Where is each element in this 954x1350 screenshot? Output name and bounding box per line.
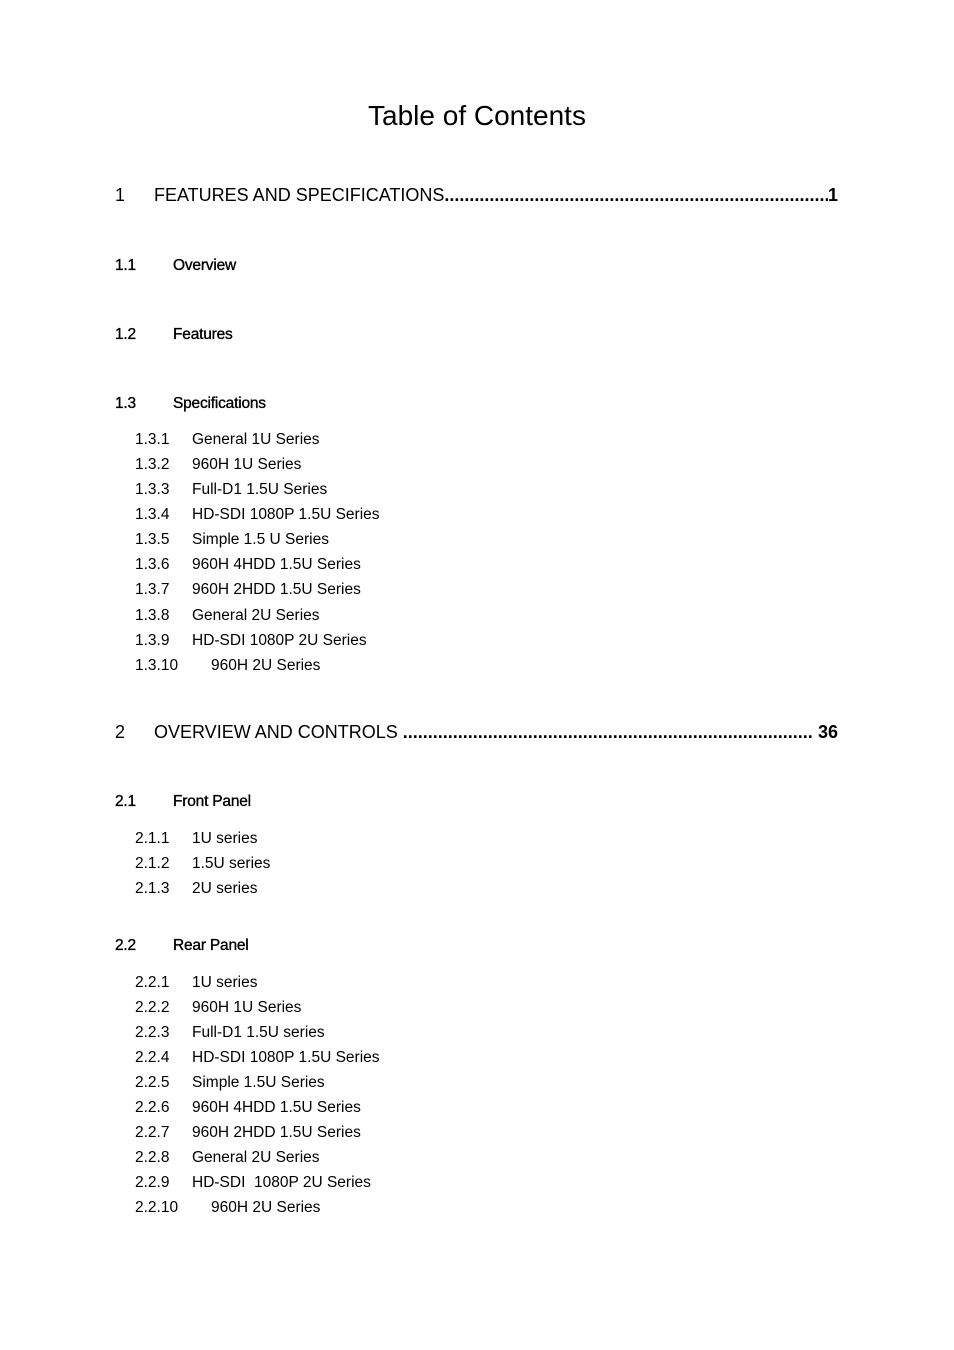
toc-subsection[interactable] [135, 657, 320, 675]
toc-subsection[interactable] [135, 999, 301, 1017]
toc-subsection[interactable] [135, 456, 301, 474]
toc-subsection[interactable] [135, 830, 257, 848]
leader-dots [403, 722, 814, 743]
subsection-title: 1U series [192, 974, 258, 991]
subsection-number: 1.3.4 [135, 506, 170, 523]
section-title: Rear Panel [173, 937, 249, 954]
toc-subsection[interactable] [135, 1049, 380, 1067]
subsection-number: 2.2.1 [135, 974, 170, 991]
subsection-number: 1.3.2 [135, 456, 170, 473]
chapter-title: FEATURES AND SPECIFICATIONS [154, 185, 445, 205]
subsection-number: 2.2.7 [135, 1124, 170, 1141]
subsection-number: 2.2.9 [135, 1174, 170, 1191]
toc-section-1-1[interactable] [115, 257, 236, 275]
subsection-title: 960H 2HDD 1.5U Series [192, 581, 361, 598]
toc-subsection[interactable] [135, 531, 329, 549]
subsection-title: HD-SDI 1080P 2U Series [192, 1174, 371, 1191]
toc-subsection[interactable] [135, 880, 257, 898]
subsection-title: Full-D1 1.5U Series [192, 481, 328, 498]
toc-subsection[interactable] [135, 481, 327, 499]
subsection-title: Simple 1.5U Series [192, 1074, 325, 1091]
subsection-title: 960H 4HDD 1.5U Series [192, 1099, 361, 1116]
section-title: Front Panel [173, 793, 251, 810]
toc-section-1-2[interactable] [115, 326, 233, 344]
toc-subsection[interactable] [135, 632, 367, 650]
subsection-number: 2.2.6 [135, 1099, 170, 1116]
toc-chapter-1[interactable] [115, 185, 838, 206]
subsection-title: 2U series [192, 880, 258, 897]
chapter-number: 1 [115, 185, 126, 205]
subsection-number: 2.2.10 [135, 1199, 179, 1216]
toc-subsection[interactable] [135, 431, 320, 449]
toc-subsection[interactable] [135, 506, 380, 524]
subsection-title: General 1U Series [192, 431, 320, 448]
subsection-number: 2.2.4 [135, 1049, 170, 1066]
subsection-title: HD-SDI 1080P 1.5U Series [192, 506, 380, 523]
leader-dots [444, 185, 828, 206]
toc-subsection[interactable] [135, 1099, 361, 1117]
chapter-title: OVERVIEW AND CONTROLS [154, 722, 398, 742]
section-title: Specifications [173, 395, 266, 412]
subsection-number: 1.3.6 [135, 556, 170, 573]
chapter-page-number: 1 [827, 185, 838, 205]
subsection-number: 1.3.3 [135, 481, 170, 498]
toc-subsection[interactable] [135, 1124, 361, 1142]
toc-subsection[interactable] [135, 1149, 320, 1167]
section-number: 1.3 [115, 395, 136, 412]
subsection-title: Simple 1.5 U Series [192, 531, 329, 548]
toc-subsection[interactable] [135, 974, 257, 992]
toc-chapter-2[interactable] [115, 722, 838, 743]
subsection-number: 2.2.3 [135, 1024, 170, 1041]
subsection-number: 2.1.2 [135, 855, 170, 872]
toc-subsection[interactable] [135, 1024, 325, 1042]
subsection-title: General 2U Series [192, 607, 320, 624]
toc-subsection[interactable] [135, 1174, 371, 1192]
toc-section-2-2[interactable] [115, 937, 249, 955]
toc-subsection[interactable] [135, 556, 361, 574]
page-title: Table of Contents [368, 100, 586, 131]
subsection-number: 1.3.7 [135, 581, 170, 598]
toc-subsection[interactable] [135, 607, 320, 625]
subsection-title: HD-SDI 1080P 1.5U Series [192, 1049, 380, 1066]
subsection-title: 1.5U series [192, 855, 271, 872]
subsection-number: 1.3.9 [135, 632, 170, 649]
section-number: 1.1 [115, 257, 136, 274]
subsection-number: 2.2.5 [135, 1074, 170, 1091]
toc-section-1-3[interactable] [115, 395, 266, 413]
subsection-title: 960H 2U Series [211, 1199, 321, 1216]
subsection-number: 1.3.1 [135, 431, 170, 448]
subsection-title: 960H 1U Series [192, 456, 302, 473]
chapter-number: 2 [115, 722, 126, 742]
subsection-number: 2.2.8 [135, 1149, 170, 1166]
subsection-number: 1.3.5 [135, 531, 170, 548]
subsection-number: 1.3.8 [135, 607, 170, 624]
subsection-number: 2.1.3 [135, 880, 170, 897]
subsection-number: 2.1.1 [135, 830, 170, 847]
toc-subsection[interactable] [135, 1074, 325, 1092]
subsection-title: HD-SDI 1080P 2U Series [192, 632, 367, 649]
subsection-title: Full-D1 1.5U series [192, 1024, 325, 1041]
subsection-number: 2.2.2 [135, 999, 170, 1016]
subsection-title: 960H 1U Series [192, 999, 302, 1016]
subsection-title: General 2U Series [192, 1149, 320, 1166]
section-title: Overview [173, 257, 236, 274]
subsection-title: 960H 2HDD 1.5U Series [192, 1124, 361, 1141]
section-number: 2.2 [115, 937, 136, 954]
toc-subsection[interactable] [135, 855, 270, 873]
toc-section-2-1[interactable] [115, 793, 251, 811]
subsection-title: 1U series [192, 830, 258, 847]
subsection-title: 960H 2U Series [211, 657, 321, 674]
section-title: Features [173, 326, 233, 343]
section-number: 1.2 [115, 326, 136, 343]
chapter-page-number: 36 [817, 722, 838, 742]
subsection-number: 1.3.10 [135, 657, 179, 674]
subsection-title: 960H 4HDD 1.5U Series [192, 556, 361, 573]
toc-subsection[interactable] [135, 581, 361, 599]
toc-subsection[interactable] [135, 1199, 320, 1217]
section-number: 2.1 [115, 793, 136, 810]
